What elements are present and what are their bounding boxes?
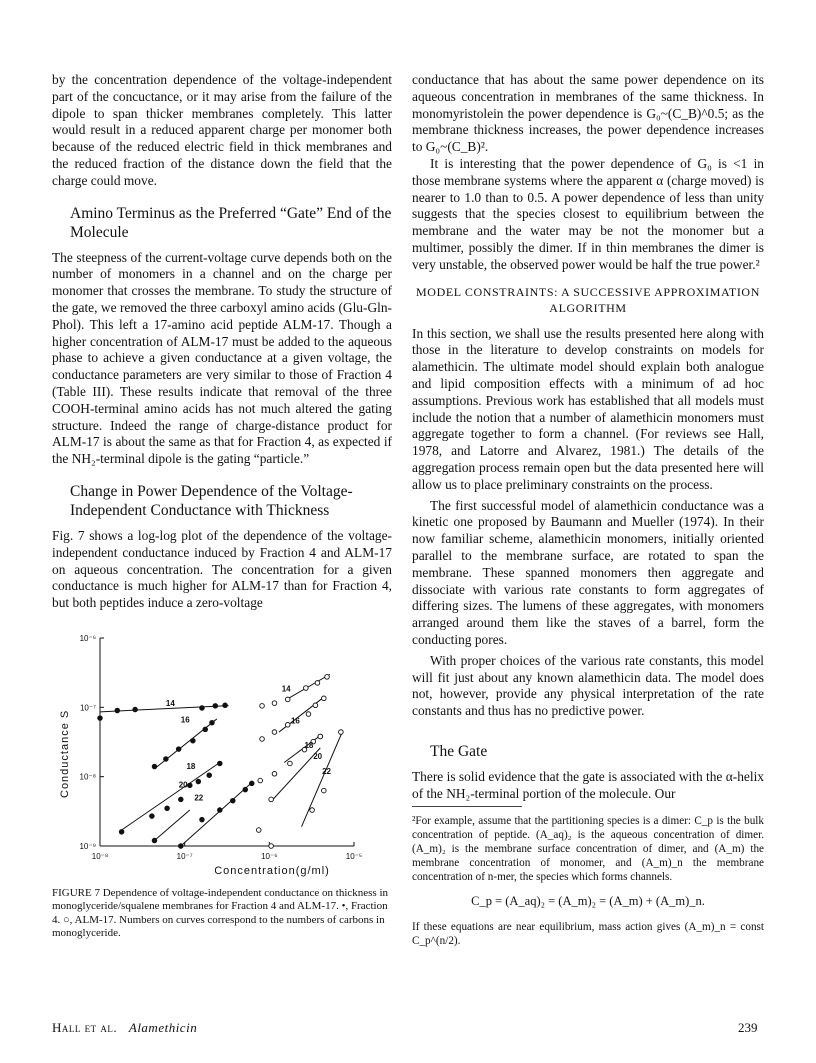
open-point-22: [256, 828, 261, 833]
filled-point-20: [119, 830, 124, 835]
x-tick-label: 10⁻⁷: [176, 852, 193, 861]
curve-label: 22: [194, 793, 204, 803]
left-paragraph-continued: by the concentration dependence of the voltage-independent part of the concuctance, or it may arise from the failure of the dipole to span thicker membranes completely. This latter would result in a reduced apparent charge per monomer both because of the reduced electric field in thick membranes and the reduced fraction of the distance down the field that the charge could move.: [52, 72, 392, 188]
right-paragraph-dimer: It is interesting that the power dependence of G₀ is <1 in those membrane systems where the apparent α (charge moved) is nearer to 1.0 than to 0.5. A power dependence of less than unity suggests that the species closest to equilibrium between the membrane and the water may be not the monomer but a multimer, possibly the dimer. If in thin membranes the dimer is very unstable, the observed power would be half the true power.²: [412, 155, 764, 272]
page-number: 239: [738, 1020, 758, 1035]
filled-point-16: [191, 738, 196, 743]
footer-title: Alamethicin: [128, 1020, 198, 1035]
open-point-16: [272, 730, 277, 735]
right-paragraph-baumann: The first successful model of alamethicin conductance was a kinetic one proposed by Baumann and Mueller (1974). In their now familiar scheme, alamethicin monomers, initially oriented parallel to the membrane surface, are rotated to span the membrane. These spanned monomers then aggregate and dissociate with various rate constants to form aggregates of differing sizes. The lumens of these aggregates, with monomers arranged around them like the staves of a barrel, form the conducting pores.: [412, 497, 764, 647]
open-point-16: [313, 703, 318, 708]
filled-point-18: [196, 779, 201, 784]
section-heading-the-gate: The Gate: [430, 742, 488, 760]
open-point-16: [306, 712, 311, 717]
section-heading-model-constraints: MODEL CONSTRAINTS: A SUCCESSIVE APPROXIMATION ALGORITHM: [416, 284, 760, 315]
curve-label: 20: [313, 751, 323, 761]
fit-line-20: [154, 810, 189, 840]
filled-point-14: [213, 704, 218, 709]
curve-label: 18: [186, 761, 196, 771]
open-point-16: [260, 737, 265, 742]
curve-label: 14: [165, 698, 175, 708]
footnote-text-2: If these equations are near equilibrium, mass action gives (A_m)_n = const C_p^(n/2).: [412, 921, 764, 947]
filled-point-16: [164, 757, 169, 762]
y-tick-label: 10⁻⁶: [79, 634, 96, 643]
left-paragraph-fig7: Fig. 7 shows a log-log plot of the dependence of the voltage-independent conductance induced by Fraction 4 and ALM-17 on aqueous concentration. The concentration for a given conductance is much higher for ALM-17 than for Fraction 4, but both peptides induce a zero-voltage: [52, 527, 392, 611]
filled-point-18: [207, 773, 212, 778]
filled-point-14: [115, 708, 120, 713]
filled-point-14: [98, 716, 103, 721]
filled-point-16: [203, 727, 208, 732]
fit-line-22: [181, 783, 252, 846]
figure-7-chart: [52, 628, 392, 878]
filled-point-22: [200, 817, 205, 822]
curve-label: 16: [180, 715, 190, 725]
filled-point-18: [218, 761, 223, 766]
x-tick-label: 10⁻⁸: [91, 852, 109, 861]
footnote-rule: [412, 806, 522, 807]
right-paragraph-constraints: In this section, we shall use the results presented here along with those in the literature to develop constraints on models for alamethicin. The ultimate model should explain both analogue and lipid composition effects with a minimum of ad hoc assumptions. Previous work has established that all models must include the notion that a number of alamethicin monomers must aggregate together to form a channel. (For reviews see Hall, 1978, and Latorre and Alvarez, 1981.) The details of the aggregation process remain open but the data presented here will allow us to place preliminary constraints on the process.: [412, 325, 764, 492]
footnote-text: ²For example, assume that the partitioning species is a dimer: C_p is the bulk concentration of peptide. (A_aq)₂ is the aqueous concentration of dimer. (A_m)₂ is the membrane surface concentration of dimer, and (A_m) the membrane concentration of monomer, and (A_m)_n the membrane concentration of n-mer, the species which forms channels.: [412, 815, 764, 883]
footnote: [412, 814, 764, 948]
filled-point-14: [223, 703, 228, 708]
right-paragraph-gate: There is solid evidence that the gate is associated with the α-helix of the NH₂-terminal portion of the molecule. Our: [412, 768, 764, 801]
filled-point-16: [152, 764, 157, 769]
footer-authors: Hall et al.: [52, 1020, 118, 1035]
filled-point-16: [176, 747, 181, 752]
x-axis-label: Concentration(g/ml): [214, 865, 330, 877]
open-point-22: [310, 808, 315, 813]
curve-label: 22: [322, 766, 332, 776]
filled-point-14: [133, 707, 138, 712]
curve-label: 18: [304, 740, 314, 750]
open-point-14: [285, 697, 290, 702]
y-tick-label: 10⁻⁷: [79, 703, 96, 713]
open-point-20: [269, 797, 274, 802]
power-dependence-text: conductance that has about the same power dependence on its aqueous concentration in membranes of the same thickness. In monomyristolein the power dependence is G₀~(C_B)^0.5; as the membrane thickness increases, the power dependence increases to G₀~(C_B)².: [412, 72, 764, 155]
left-paragraph-gate-end: The steepness of the current-voltage curve depends both on the number of monomers in a channel and on the charge per monomer that crosses the membrane. To study the structure of the gate, we removed the three carboxyl amino acids (Glu-Gln-Phol). This left a 17-amino acid peptide ALM-17. Though a higher concentration of ALM-17 must be added to the aqueous phase to achieve a given conductance at a given voltage, the conductance parameters are very similar to those of Fraction 4 (Table III). These results indicate that removal of the three COOH-terminal amino acids has not much altered the gating structure. Indeed the range of charge-distance product for ALM-17 is about the same as that for Fraction 4, as expected if the NH₂-terminal dipole is the gating “particle.”: [52, 249, 392, 467]
open-point-14: [272, 701, 277, 706]
section-heading-power-dependence: Change in Power Dependence of the Voltage-Independent Conductance with Thickness: [70, 482, 353, 519]
filled-point-22: [218, 808, 223, 813]
filled-point-14: [200, 706, 205, 711]
filled-point-22: [249, 781, 254, 786]
x-tick-label: 10⁻⁵: [345, 852, 363, 861]
open-point-14: [315, 681, 320, 686]
filled-point-20: [178, 797, 183, 802]
right-paragraph-power: [412, 72, 764, 156]
filled-point-20: [150, 814, 155, 819]
open-point-22: [339, 730, 344, 735]
figure-7-caption: FIGURE 7 Dependence of voltage-independent conductance on thickness in monoglyceride/squalene membranes for Fraction 4 and ALM-17. •, Fraction 4. ○, ALM-17. Numbers on curves correspond to the numbers of carbons in monoglyceride.: [52, 887, 389, 940]
filled-point-20: [165, 806, 170, 811]
filled-point-22: [230, 798, 235, 803]
filled-point-16: [210, 720, 215, 725]
fit-line-18: [122, 763, 220, 831]
open-point-14: [260, 704, 265, 709]
open-point-14: [325, 675, 330, 680]
curve-label: 16: [290, 716, 300, 726]
filled-point-22: [178, 844, 183, 849]
open-point-18: [272, 771, 277, 776]
fit-line-16: [279, 697, 324, 732]
filled-point-22: [152, 838, 157, 843]
curve-label: 14: [281, 684, 291, 694]
open-point-14: [304, 686, 309, 691]
curve-label: 20: [178, 780, 188, 790]
open-point-20: [318, 734, 323, 739]
filled-point-18: [188, 783, 193, 788]
section-heading-amino-terminus: Amino Terminus as the Preferred “Gate” End of the Molecule: [70, 204, 392, 241]
open-point-22: [269, 844, 274, 849]
x-tick-label: 10⁻⁶: [261, 852, 278, 861]
open-point-16: [285, 722, 290, 727]
y-tick-label: 10⁻⁹: [79, 842, 96, 851]
open-point-18: [258, 778, 263, 783]
y-tick-label: 10⁻⁸: [79, 772, 96, 782]
running-footer: [52, 1020, 197, 1036]
filled-point-22: [243, 787, 248, 792]
footnote-equation: C_p = (A_aq)₂ = (A_m)₂ = (A_m) + (A_m)_n.: [471, 894, 705, 908]
right-column: [412, 72, 764, 802]
open-point-18: [288, 761, 293, 766]
open-point-22: [322, 788, 327, 793]
open-point-16: [322, 696, 327, 701]
y-axis-label: Conductance S: [59, 709, 71, 798]
left-column: [52, 72, 392, 612]
right-paragraph-rate-constants: With proper choices of the various rate constants, this model will fit just about any known alamethicin data. The model does not, however, provide any physical interpretation of the rate constants and thus has no predictive power.: [412, 652, 764, 719]
